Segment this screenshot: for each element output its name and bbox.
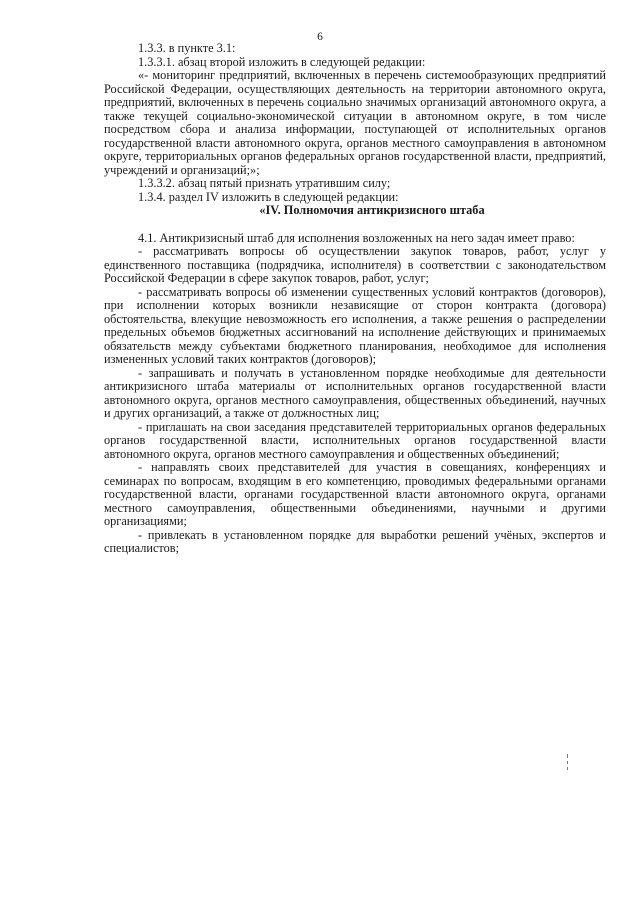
page-number: 6	[317, 31, 323, 43]
scan-artifact-mark	[567, 754, 571, 770]
right-item-involve-experts: - привлекать в установленном порядке для выработки решений учёных, экспертов и специалистов;	[104, 527, 606, 555]
paragraph-item-1-3-4: 1.3.4. раздел IV изложить в следующей редакции:	[138, 189, 399, 204]
right-item-request-materials: - запрашивать и получать в установленном порядке необходимые для деятельности антикризисного штаба материалы от исполнительных органов государственной власти автономного округа, органов местного самоуправления, общественных объединений, научных и других организаций, а также от должностных лиц;	[104, 365, 606, 420]
right-item-invite-representatives: - приглашать на свои заседания представителей территориальных органов федеральных органов государственной власти, исполнительных органов государственной власти автономного округа, органов местного самоуправления и общественных объединений;	[104, 419, 606, 461]
right-item-procurement: - рассматривать вопросы об осуществлении закупок товаров, работ, услуг у единственного поставщика (подрядчика, исполнителя) в соответствии с законодательством Российской Федерации в сфере закупок товаров, работ, услуг;	[104, 244, 606, 285]
right-item-contract-changes: - рассматривать вопросы об изменении существенных условий контрактов (договоров), при исполнении которых возникли независящие от сторон контракта (договора) обстоятельства, влекущие невозможность его исполнения, а также решения о распределении предельных объемов бюджетных ассигнований на исполнение действующих и принимаемых обязательств между субъектами бюджетного планирования, необходимое для исполнения измененных условий таких контрактов (договоров);	[104, 284, 606, 366]
paragraph-item-1-3-3: 1.3.3. в пункте 3.1:	[138, 41, 236, 55]
right-item-send-representatives: - направлять своих представителей для участия в совещаниях, конференциях и семинарах по вопросам, входящим в его компетенцию, проводимых федеральными органами государственной власти, органами государственной власти автономного округа, органами местного самоуправления, общественными объединениями, научными и другими организациями;	[104, 460, 606, 528]
document-body	[104, 42, 606, 556]
section-spacer	[104, 218, 606, 232]
paragraph-item-1-3-3-1: 1.3.3.1. абзац второй изложить в следующей редакции:	[138, 54, 426, 69]
paragraph-monitoring-text: «- мониторинг предприятий, включенных в перечень системообразующих предприятий Российской Федерации, осуществляющих деятельность на территории автономного округа, предприятий, включенных в перечень социально значимых организаций автономного округа, а также текущей социально-экономической ситуации в автономном округе, в том числе посредством сбора и анализа информации, поступающей от исполнительных органов государственной власти автономного округа, органов местного самоуправления в автономном округе, территориальных органов федеральных органов государственной власти, предприятий, учреждений и организаций;»;	[104, 68, 606, 177]
paragraph-item-1-3-3-2: 1.3.3.2. абзац пятый признать утратившим силу;	[138, 176, 391, 190]
section-intro: 4.1. Антикризисный штаб для исполнения возложенных на него задач имеет право:	[138, 230, 575, 245]
section-heading: «IV. Полномочия антикризисного штаба	[259, 203, 485, 217]
